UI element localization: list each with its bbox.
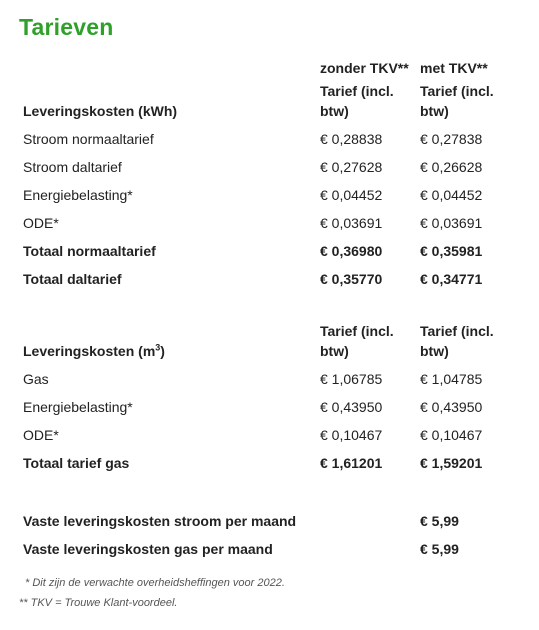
table-row-label: Energiebelasting* [23,399,133,415]
table-row-label: ODE* [23,215,59,231]
table-cell-met: € 0,43950 [420,399,483,415]
table-cell-zonder: € 0,28838 [320,131,383,147]
table-cell-zonder: € 0,27628 [320,159,383,175]
total-cell-met: € 0,34771 [420,271,483,287]
column-header-zonder-tkv: zonder TKV** [320,60,409,76]
column-header-met-tkv: met TKV** [420,60,488,76]
fixed-cost-label: Vaste leveringskosten gas per maand [23,541,273,557]
footnote-overheidsheffingen: * Dit zijn de verwachte overheidsheffingen voor 2022. [25,577,285,589]
table-row-label: Gas [23,371,49,387]
tarief-header-met-line1: Tarief (incl. [420,83,494,99]
gas-tarief-header-zonder-line2: btw) [320,343,349,359]
table-row-label: Stroom daltarief [23,159,122,175]
fixed-cost-value: € 5,99 [420,513,459,529]
table-cell-zonder: € 0,10467 [320,427,383,443]
total-cell-zonder: € 0,36980 [320,243,383,259]
table-cell-met: € 0,10467 [420,427,483,443]
table-cell-zonder: € 0,03691 [320,215,383,231]
gas-tarief-header-met-line2: btw) [420,343,449,359]
footnote-tkv: ** TKV = Trouwe Klant-voordeel. [19,597,178,609]
gas-tarief-header-zonder-line1: Tarief (incl. [320,323,394,339]
table-cell-zonder: € 0,04452 [320,187,383,203]
tarief-header-zonder-line2: btw) [320,103,349,119]
table-cell-met: € 0,26628 [420,159,483,175]
table-cell-met: € 1,04785 [420,371,483,387]
table-cell-met: € 0,03691 [420,215,483,231]
table-cell-met: € 0,27838 [420,131,483,147]
page-title: Tarieven [19,14,114,40]
table-cell-met: € 0,04452 [420,187,483,203]
fixed-cost-label: Vaste leveringskosten stroom per maand [23,513,297,529]
table-cell-zonder: € 1,06785 [320,371,383,387]
gas-tarief-header-met-line1: Tarief (incl. [420,323,494,339]
total-cell-met: € 0,35981 [420,243,483,259]
total-cell-zonder: € 0,35770 [320,271,383,287]
total-row-label: Totaal normaaltarief [23,243,156,259]
table-row-label: Stroom normaaltarief [23,131,154,147]
section-label-gas: Leveringskosten $(m^3)$ [23,342,165,359]
tarief-header-met-line2: btw) [420,103,449,119]
table-row-label: ODE* [23,427,59,443]
table-row-label: Energiebelasting* [23,187,133,203]
table-cell-zonder: € 0,43950 [320,399,383,415]
section-label-stroom: Leveringskosten (kWh) [23,103,178,119]
total-row-label: Totaal daltarief [23,271,122,287]
superscript-3: 3 [155,342,161,353]
total-cell-met: € 1,59201 [420,455,483,471]
total-cell-zonder: € 1,61201 [320,455,383,471]
fixed-cost-value: € 5,99 [420,541,459,557]
tarief-header-zonder-line1: Tarief (incl. [320,83,394,99]
total-row-label: Totaal tarief gas [23,455,130,471]
